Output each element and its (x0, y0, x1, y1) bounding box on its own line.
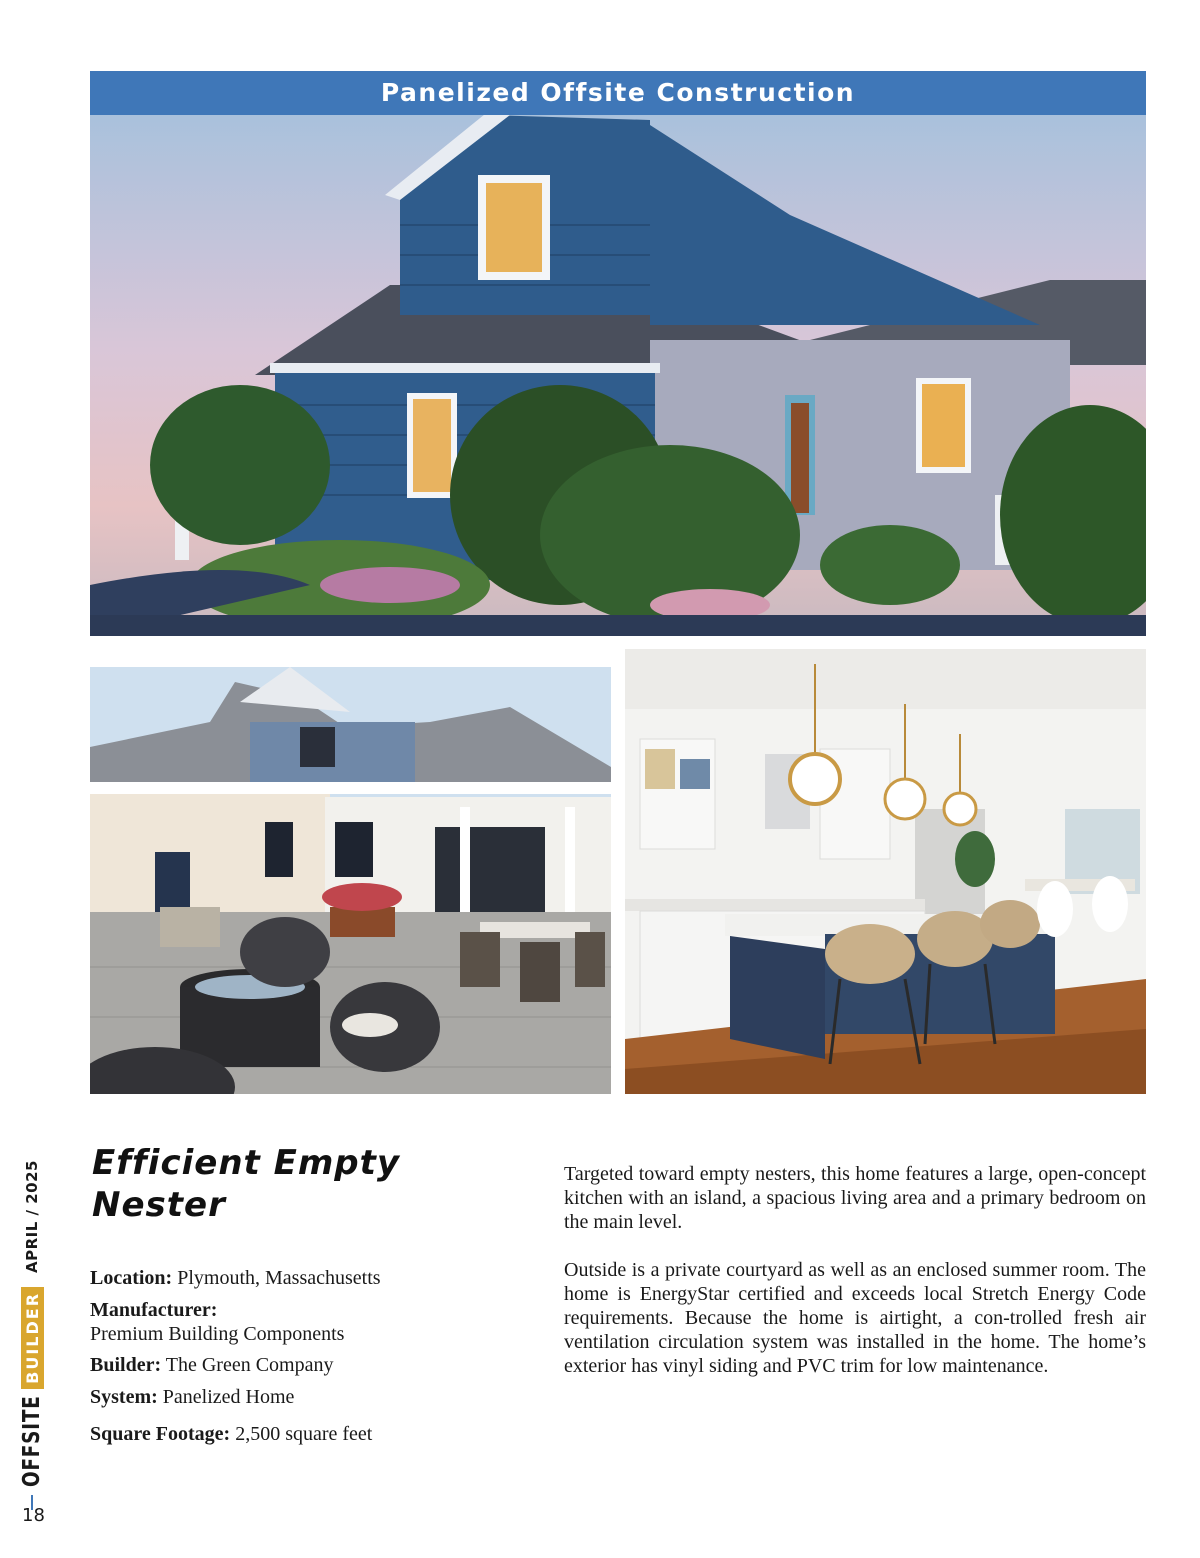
spec-value: Panelized Home (162, 1386, 295, 1408)
spec-manufacturer (90, 1298, 510, 1346)
spec-value: Plymouth, Massachusetts (177, 1267, 381, 1289)
spec-value: 2,500 square feet (235, 1423, 373, 1445)
article-paragraph (564, 1258, 1146, 1378)
spec-system (90, 1385, 510, 1409)
paragraph-text: Targeted toward empty nesters, this home features a large, open-concept kitchen with an island, a spacious living area and a primary bedroom on the main level. (564, 1163, 1146, 1233)
spec-square-footage (90, 1422, 510, 1446)
magazine-spine (14, 1160, 50, 1510)
spec-location (90, 1266, 510, 1290)
spec-label: Manufacturer: (90, 1299, 218, 1321)
spec-label: Location: (90, 1267, 173, 1289)
article-paragraph (564, 1162, 1146, 1234)
house-exterior-photo (90, 115, 1146, 636)
spec-label: Square Footage: (90, 1423, 231, 1445)
paragraph-text: Outside is a private courtyard as well as an enclosed summer room. The home is EnergyStar certified and exceeds local Stretch Energy Code requirements. Because the home is airtight, a con-trolled fresh air ventilation circulation system was installed in the home. The home’s exterior has vinyl siding and PVC trim for low maintenance. (564, 1259, 1146, 1377)
kitchen-island-photo (625, 649, 1146, 1094)
publication-name: OFFSITE (19, 1395, 45, 1487)
spec-builder (90, 1353, 510, 1377)
spec-value: The Green Company (165, 1354, 334, 1376)
courtyard-patio-photo (90, 667, 611, 1094)
spec-value: Premium Building Components (90, 1323, 345, 1345)
page-number: 18 (22, 1505, 45, 1526)
article-headline: Efficient Empty Nester (92, 1143, 401, 1225)
section-banner: Panelized Offsite Construction (90, 71, 1146, 115)
issue-date: APRIL / 2025 (23, 1160, 41, 1273)
spec-label: System: (90, 1386, 158, 1408)
publication-name-accent: BUILDER (21, 1287, 44, 1389)
spec-label: Builder: (90, 1354, 162, 1376)
